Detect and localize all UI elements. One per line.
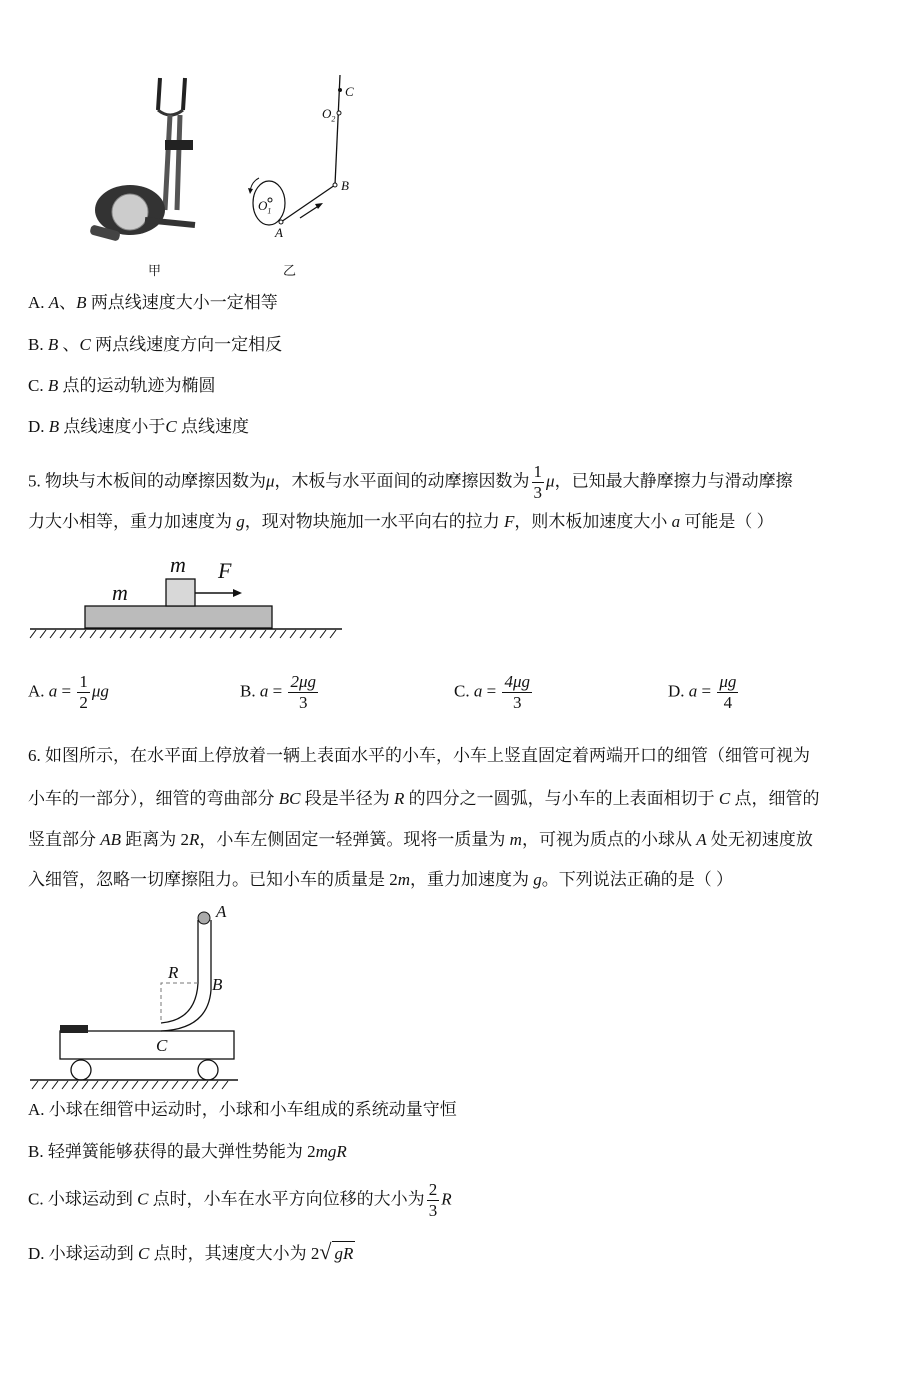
text-segment: 点线速度小于 xyxy=(59,417,166,436)
fraction xyxy=(427,1180,440,1221)
q6-stem-line-4 xyxy=(28,868,733,892)
math-variable: B xyxy=(76,293,87,312)
text-segment: 、 xyxy=(59,293,77,312)
text-segment: 距离为 2 xyxy=(121,830,190,849)
text-segment: 点的运动轨迹为椭圆 xyxy=(58,376,216,395)
label-radius: R xyxy=(168,963,179,982)
text-segment: 点时，小车在水平方向位移的大小为 xyxy=(148,1189,425,1209)
math-variable: a xyxy=(671,512,681,531)
q5-option-c xyxy=(454,672,534,713)
text-segment: D. 小球运动到 xyxy=(28,1244,139,1263)
fraction-numerator: 1 xyxy=(79,672,88,691)
math-variable: A xyxy=(696,830,707,849)
text-segment: 6. 如图所示，在水平面上停放着一辆上表面水平的小车，小车上竖直固定着两端开口的细管（细管可视为 xyxy=(28,746,810,765)
fraction-denominator: 3 xyxy=(533,483,543,502)
text-segment: = xyxy=(482,681,501,701)
label-a: A xyxy=(275,225,283,240)
text-segment: 5. 物块与木板间的动摩擦因数为 xyxy=(28,471,266,491)
text-segment: 、 xyxy=(58,335,80,354)
text-segment: 两点线速度大小一定相等 xyxy=(86,293,278,312)
fraction-denominator: 4 xyxy=(723,693,733,712)
text-segment: D. xyxy=(668,681,689,701)
math-variable: a xyxy=(688,681,698,701)
text-segment: = xyxy=(57,681,76,701)
q4-option-b xyxy=(28,333,282,357)
fraction-denominator: 3 xyxy=(428,1201,438,1220)
q6-option-c xyxy=(28,1180,452,1221)
fraction-numerator: 4μg xyxy=(504,672,530,691)
math-variable: B xyxy=(47,376,59,395)
label-o1 xyxy=(258,198,271,216)
math-variable: a xyxy=(259,681,269,701)
q5-stem-line-1 xyxy=(28,462,793,503)
text-segment: C. xyxy=(454,681,474,701)
elliptical-trainer-photo xyxy=(85,70,205,250)
q6-option-d xyxy=(28,1240,355,1266)
math-variable: C xyxy=(718,789,731,808)
label-board-mass: m xyxy=(112,580,128,605)
text-segment: 小车的一部分），细管的弯曲部分 xyxy=(28,789,279,808)
math-variable: C xyxy=(138,1244,150,1263)
text-segment: ，重力加速度为 xyxy=(410,870,534,889)
math-variable: F xyxy=(504,512,515,531)
label-force: F xyxy=(218,558,232,583)
text-segment: C. 小球运动到 xyxy=(28,1189,138,1209)
math-variable: B xyxy=(48,417,60,436)
fraction xyxy=(77,672,90,713)
math-variable: R xyxy=(393,789,405,808)
label-point-b: B xyxy=(212,975,223,994)
math-variable: mgR xyxy=(315,1142,347,1161)
label-o2 xyxy=(322,106,335,124)
text-segment: ，现对物块施加一水平向右的拉力 xyxy=(244,512,504,531)
fraction-numerator: 1 xyxy=(533,462,543,481)
q6-option-a xyxy=(28,1098,457,1122)
text-segment: ，小车左侧固定一轻弹簧。现将一质量为 xyxy=(199,830,510,849)
math-variable: a xyxy=(48,681,58,701)
text-segment: = xyxy=(697,681,716,701)
q4-option-d xyxy=(28,415,249,439)
text-segment: = xyxy=(268,681,287,701)
label-o2-sub: 2 xyxy=(331,114,336,124)
sqrt-radical-icon: √ xyxy=(319,1239,332,1264)
text-segment: A. 小球在细管中运动时，小球和小车组成的系统动量守恒 xyxy=(28,1100,457,1119)
math-variable: g xyxy=(236,512,245,531)
text-segment: 力大小相等，重力加速度为 xyxy=(28,512,237,531)
text-segment: 点时，其速度大小为 2 xyxy=(149,1244,320,1263)
text-segment: D. xyxy=(28,417,49,436)
text-segment: ，木板与水平面间的动摩擦因数为 xyxy=(274,471,530,491)
fraction xyxy=(532,462,545,503)
fraction-numerator: 2 xyxy=(428,1180,438,1199)
text-segment: 的四分之一圆弧，与小车的上表面相切于 xyxy=(404,789,719,808)
q5-stem-line-2 xyxy=(28,510,774,534)
math-variable: m xyxy=(397,870,411,889)
math-variable: μ xyxy=(546,471,555,491)
text-segment: 段是半径为 xyxy=(300,789,394,808)
q6-option-b xyxy=(28,1140,347,1164)
text-segment: 处无初速度放 xyxy=(706,830,813,849)
text-segment: A. xyxy=(28,681,49,701)
label-point-c: C xyxy=(156,1036,168,1055)
math-variable: μ xyxy=(266,471,275,491)
text-segment: ，可视为质点的小球从 xyxy=(521,830,697,849)
fraction xyxy=(502,672,532,713)
math-variable: g xyxy=(533,870,542,889)
text-segment: B. xyxy=(240,681,260,701)
math-variable: C xyxy=(79,335,91,354)
q5-block-board-diagram xyxy=(28,550,348,640)
fraction-denominator: 3 xyxy=(298,693,308,712)
label-o1-main: O xyxy=(258,198,268,213)
math-variable: a xyxy=(473,681,483,701)
text-segment: A. xyxy=(28,293,49,312)
math-variable: AB xyxy=(100,830,122,849)
math-variable: μg xyxy=(91,681,109,701)
math-variable: BC xyxy=(278,789,301,808)
text-segment: C. xyxy=(28,376,48,395)
text-segment: 两点线速度方向一定相反 xyxy=(90,335,283,354)
text-segment: B. 轻弹簧能够获得的最大弹性势能为 2 xyxy=(28,1142,316,1161)
text-segment: 可能是（ ） xyxy=(680,512,774,531)
fraction-numerator: 2μg xyxy=(290,672,316,691)
text-segment: 入细管，忽略一切摩擦阻力。已知小车的质量是 2 xyxy=(28,870,398,889)
label-b: B xyxy=(341,178,349,193)
text-segment: B. xyxy=(28,335,48,354)
math-variable: C xyxy=(137,1189,149,1209)
figure-caption-right: 乙 xyxy=(283,263,297,278)
math-variable: R xyxy=(441,1189,452,1209)
fraction-denominator: 3 xyxy=(512,693,522,712)
q5-option-b xyxy=(240,672,320,713)
q4-option-a xyxy=(28,291,278,315)
fraction xyxy=(717,672,738,713)
label-o2-main: O xyxy=(322,106,332,121)
label-c: C xyxy=(345,84,354,99)
math-variable: C xyxy=(165,417,177,436)
fraction-numerator: μg xyxy=(719,672,737,691)
q5-option-d xyxy=(668,672,740,713)
text-segment: 。下列说法正确的是（ ） xyxy=(541,870,734,889)
q6-stem-line-3 xyxy=(28,828,813,852)
math-variable: m xyxy=(509,830,522,849)
sqrt-radicand: gR xyxy=(332,1241,355,1266)
math-variable: A xyxy=(48,293,60,312)
text-segment: 点线速度 xyxy=(176,417,250,436)
text-segment: ，则木板加速度大小 xyxy=(514,512,672,531)
text-segment: 竖直部分 xyxy=(28,830,101,849)
math-variable: B xyxy=(47,335,59,354)
math-variable: R xyxy=(189,830,200,849)
q4-option-c xyxy=(28,374,215,398)
fraction xyxy=(288,672,318,713)
label-o1-sub: 1 xyxy=(267,206,272,216)
q5-option-a xyxy=(28,672,109,713)
q6-cart-tube-diagram xyxy=(28,905,248,1090)
figure-caption-left: 甲 xyxy=(148,263,162,278)
text-segment: ，已知最大静摩擦力与滑动摩擦 xyxy=(554,471,793,491)
q6-stem-line-1 xyxy=(28,744,810,768)
label-point-a: A xyxy=(216,902,227,921)
label-block-mass: m xyxy=(170,552,186,577)
text-segment: 点，细管的 xyxy=(730,789,820,808)
fraction-denominator: 2 xyxy=(79,693,88,712)
q6-stem-line-2 xyxy=(28,787,819,811)
